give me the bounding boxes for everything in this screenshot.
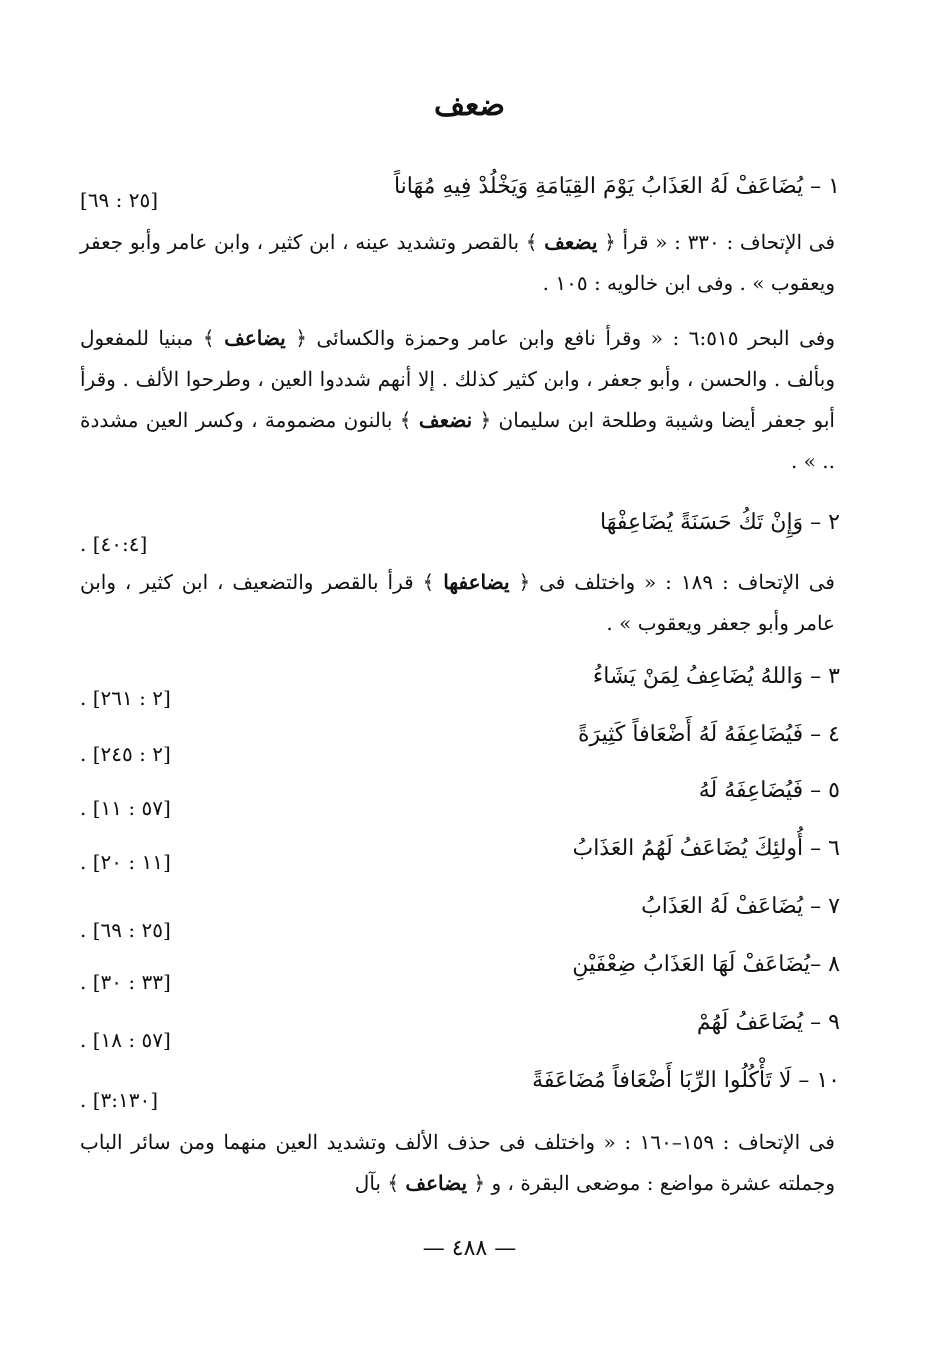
entry-reference: . [٢ : ٢٤٥] [80, 742, 171, 766]
highlighted-reading: يضاعف [224, 326, 286, 350]
entry-verse: ٨ –يُضَاعَفْ لَهَا العَذَابُ ضِعْفَيْنِ [572, 952, 840, 977]
note-ithaf-330: فى الإتحاف : ٣٣٠ : « قرأ ﴿ يضعف ﴾ بالقصر وتشديد عينه ، ابن كثير ، وابن عامر وأبو جعفر ويعقوب » . وفى ابن خالويه : ١٠٥ . [80, 230, 836, 295]
entry-reference: . [٢ : ٢٦١] [80, 686, 171, 710]
note-ithaf-159: فى الإتحاف : ١٥٩–١٦٠ : « واختلف فى حذف الألف وتشديد العين منهما ومن سائر الباب وجملته عشرة مواضع : موضعى البقرة ، و ﴿ يضاعف ﴾ بآل [80, 1130, 835, 1195]
entry-verse: ٤ – فَيُضَاعِفَهُ لَهُ أَضْعَافاً كَثِيرَةً [577, 722, 840, 747]
entry-verse: ٩ – يُضَاعَفُ لَهُمْ [696, 1010, 840, 1035]
highlighted-reading: نضعف [418, 408, 473, 432]
entry-verse: ٥ – فَيُضَاعِفَهُ لَهُ [698, 778, 840, 803]
entry-reference: . [٣:١٣٠] [80, 1088, 159, 1112]
entry-reference: . [٤٠:٤] [80, 532, 148, 556]
entry-verse: ٢ – وَإِنْ تَكُ حَسَنَةً يُضَاعِفْهَا [599, 510, 840, 535]
entry-verse: ٣ – وَاللهُ يُضَاعِفُ لِمَنْ يَشَاءُ [592, 664, 840, 689]
entry-reference: [٢٥ : ٦٩] [80, 188, 159, 212]
highlighted-reading: يضعف [544, 230, 598, 254]
entry-verse: ١٠ – لَا تَأْكُلُوا الرِّبَا أَضْعَافاً مُضَاعَفَةً [532, 1068, 840, 1093]
entry-verse: ٧ – يُضَاعَفْ لَهُ العَذَابُ [641, 894, 840, 919]
highlighted-reading: يضاعفها [443, 570, 510, 594]
note-ithaf-189: فى الإتحاف : ١٨٩ : « واختلف فى ﴿ يضاعفها ﴾ قرأ بالقصر والتضعيف ، ابن كثير ، وابن عامر وأبو جعفر ويعقوب » . [80, 570, 835, 635]
note-bahr: وفى البحر ٦:٥١٥ : « وقرأ نافع وابن عامر وحمزة والكسائى ﴿ يضاعف ﴾ مبنيا للمفعول وبألف . والحسن ، وأبو جعفر ، وابن كثير كذلك . إلا أنهم شددوا العين ، وطرحوا الألف . وقرأ أبو جعفر أيضا وشيبة وطلحة ابن سليمان ﴿ نضعف ﴾ بالنون مضمومة ، وكسر العين مشددة .. » . [80, 326, 836, 473]
entry-reference: . [٣٣ : ٣٠] [80, 970, 171, 994]
page-title: ضعف [433, 88, 505, 123]
entry-reference: . [٢٥ : ٦٩] [80, 918, 171, 942]
entry-reference: . [١١ : ٢٠] [80, 850, 171, 874]
entry-verse: ١ – يُضَاعَفْ لَهُ العَذَابُ يَوْمَ القِيَامَةِ وَيَخْلُدْ فِيهِ مُهَاناً [393, 174, 840, 199]
page-number: — ٤٨٨ — [422, 1236, 517, 1261]
entry-reference: . [٥٧ : ١١] [80, 796, 171, 820]
highlighted-reading: يضاعف [405, 1171, 468, 1195]
entry-reference: . [٥٧ : ١٨] [80, 1028, 171, 1052]
entry-verse: ٦ – أُولئِكَ يُضَاعَفُ لَهُمُ العَذَابُ [572, 836, 840, 861]
